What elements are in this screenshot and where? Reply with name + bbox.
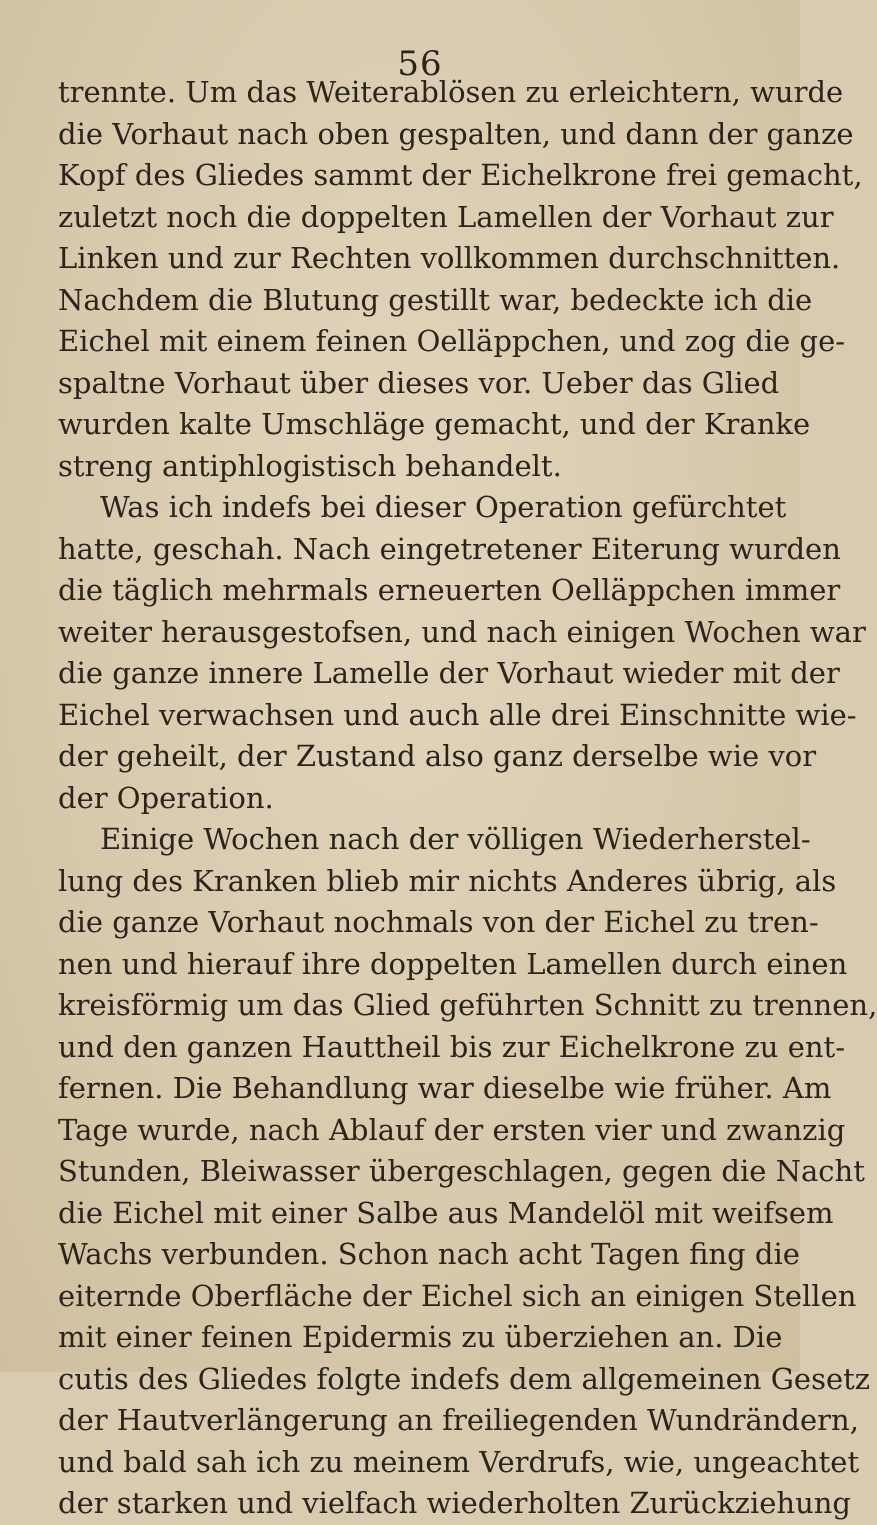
text-line: hatte, geschah. Nach eingetretener Eiterung wurden <box>58 531 841 566</box>
text-line: lung des Kranken blieb mir nichts Anderes übrig, als <box>58 863 837 898</box>
text-line: eiternde Oberfläche der Eichel sich an einigen Stellen <box>58 1278 857 1313</box>
text-line: wurden kalte Umschläge gemacht, und der Kranke <box>58 407 811 441</box>
text-line: fernen. Die Behandlung war dieselbe wie früher. Am <box>58 1071 832 1105</box>
text-line: Eichel verwachsen und auch alle drei Einschnitte wie- <box>58 697 857 732</box>
text-line: Was ich indefs bei dieser Operation gefürchtet <box>100 490 787 524</box>
paragraph-3 <box>58 819 877 1525</box>
text-line: nen und hierauf ihre doppelten Lamellen durch einen <box>58 946 848 981</box>
text-line: die Vorhaut nach oben gespalten, und dann der ganze <box>58 116 854 151</box>
text-line: und den ganzen Hauttheil bis zur Eichelkrone zu ent- <box>58 1029 845 1064</box>
text-line: der starken und vielfach wiederholten Zurückziehung <box>58 1486 851 1520</box>
paragraph-2 <box>58 487 866 819</box>
text-line: Eichel mit einem feinen Oelläppchen, und zog die ge- <box>58 324 846 358</box>
text-line: weiter herausgestofsen, und nach einigen Wochen war <box>58 614 866 649</box>
text-line: die ganze innere Lamelle der Vorhaut wieder mit der <box>58 656 840 690</box>
text-line: Nachdem die Blutung gestillt war, bedeckte ich die <box>58 282 813 317</box>
text-line: Einige Wochen nach der völligen Wiederherstel- <box>100 822 811 856</box>
text-line: die ganze Vorhaut nochmals von der Eichel zu tren- <box>58 905 819 939</box>
text-line: der Hautverlängerung an freiliegenden Wundrändern, <box>58 1403 859 1437</box>
body-text <box>58 72 877 1525</box>
text-line: Tage wurde, nach Ablauf der ersten vier und zwanzig <box>58 1112 846 1147</box>
text-line: Wachs verbunden. Schon nach acht Tagen fing die <box>58 1237 800 1271</box>
text-line: spaltne Vorhaut über dieses vor. Ueber das Glied <box>58 365 780 400</box>
text-line: die Eichel mit einer Salbe aus Mandelöl mit weifsem <box>58 1195 834 1230</box>
text-line: der geheilt, der Zustand also ganz derselbe wie vor <box>58 739 817 773</box>
paragraph-1 <box>58 72 863 487</box>
text-line: mit einer feinen Epidermis zu überziehen an. Die <box>58 1320 783 1354</box>
text-line: Linken und zur Rechten vollkommen durchschnitten. <box>58 241 841 275</box>
text-line: zuletzt noch die doppelten Lamellen der Vorhaut zur <box>58 199 834 234</box>
text-line: cutis des Gliedes folgte indefs dem allgemeinen Gesetz <box>58 1361 871 1396</box>
text-line: Kopf des Gliedes sammt der Eichelkrone frei gemacht, <box>58 158 863 192</box>
text-line: streng antiphlogistisch behandelt. <box>58 448 562 483</box>
text-line: der Operation. <box>58 780 274 815</box>
text-line: und bald sah ich zu meinem Verdrufs, wie, ungeachtet <box>58 1444 860 1479</box>
text-line: trennte. Um das Weiterablösen zu erleichtern, wurde <box>58 75 844 109</box>
text-line: die täglich mehrmals erneuerten Oelläppchen immer <box>58 573 841 607</box>
text-line: Stunden, Bleiwasser übergeschlagen, gegen die Nacht <box>58 1154 865 1188</box>
page-number: 56 <box>397 44 443 84</box>
text-line: kreisförmig um das Glied geführten Schnitt zu trennen, <box>58 988 877 1022</box>
